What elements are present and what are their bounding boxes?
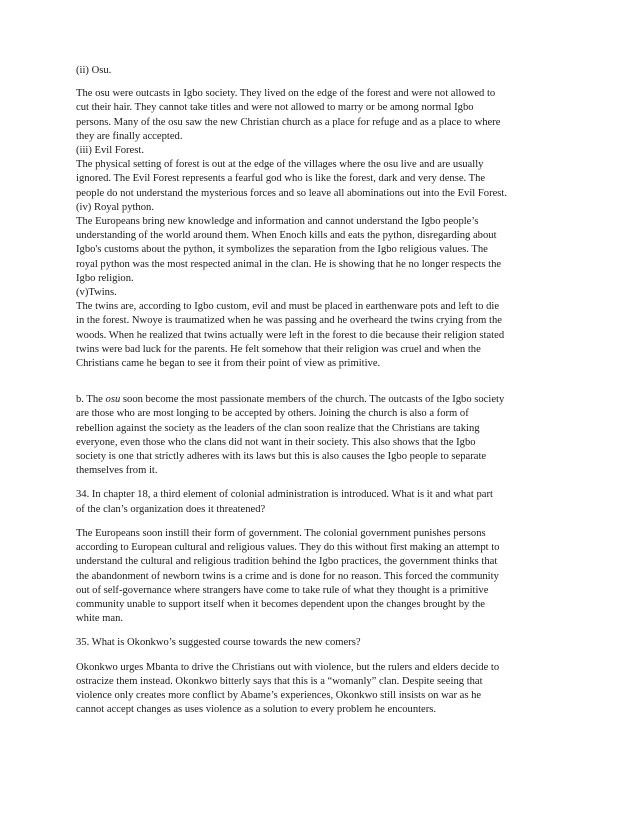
evil-forest-heading: (iii) Evil Forest.	[76, 145, 144, 157]
evil-forest-paragraph: The physical setting of forest is out at the edge of the villages where the osu live and are usually ignored. The Evil Forest represents a fearful god who is like the forest, dark and very dense. The people do not understand the mysterious forces and so leave all abominations out into the Evil Forest.	[76, 159, 508, 199]
answer-35-paragraph: Okonkwo urges Mbanta to drive the Christians out with violence, but the rulers and elders decide to ostracize them instead. Okonkwo bitterly says that this is a “womanly” clan. Despite seeing that violence only creates more conflict by Abame’s experiences, Okonkwo still insists on war as he cannot accept changes as uses violence as a solution to every problem he encounters.	[76, 661, 500, 716]
osu-heading: (ii) Osu.	[76, 65, 112, 76]
answer-34-paragraph: The Europeans soon instill their form of government. The colonial government punishes persons according to European cultural and religious values. They do this without first making an attempt to understand the cultural and religious tradition behind the Igbo practices, the government thinks that the abandonment of newborn twins is a crime and is done for no reason. This forced the community out of self-governance where strangers have come to take rule of what they thought is a primitive community unable to support itself when it becomes dependent upon the changes brought by the white man.	[76, 527, 500, 625]
document-page	[76, 64, 566, 717]
answer-b-prefix: b. The	[76, 394, 106, 406]
osu-paragraph: The osu were outcasts in Igbo society. They lived on the edge of the forest and were not allowed to cut their hair. They cannot take titles and were not allowed to marry or be among normal Igbo persons. Many of the osu saw the new Christian church as a place for refuge and as a place to where they are finally accepted.	[76, 88, 501, 142]
twins-heading: (v)Twins.	[76, 287, 117, 299]
royal-python-paragraph: The Europeans bring new knowledge and information and cannot understand the Igbo people’s understanding of the world around them. When Enoch kills and eats the python, disregarding about Igbo's customs about the python, it symbolizes the separation from the Igbo religious values. The royal python was the most respected animal in the clan. He is showing that he no longer respects the Igbo religion.	[76, 216, 502, 284]
question-34: 34. In chapter 18, a third element of colonial administration is introduced. What is it and what part of the clan’s organization does it threatened?	[76, 489, 493, 515]
question-35: 35. What is Okonkwo’s suggested course towards the new comers?	[76, 637, 361, 649]
answer-b-text: soon become the most passionate members of the church. The outcasts of the Igbo society are those who are most longing to be accepted by others. Joining the church is also a form of rebellion against the society as the leaders of the clan soon realize that the Christians are taking everyone, even those who the clans did not want in their society. This also shows that the Igbo society is one that strictly adheres with its laws but this is also causes the Igbo people to separate themselves from it.	[76, 394, 505, 477]
royal-python-heading: (iv) Royal python.	[76, 201, 154, 213]
answer-b-paragraph	[76, 393, 566, 478]
twins-paragraph: The twins are, according to Igbo custom, evil and must be placed in earthenware pots and left to die in the forest. Nwoye is traumatized when he was passing and he overheard the twins crying from the woods. When he realized that twins actually were left in the forest to die because their religion stated twins were bad luck for the parents. He felt somehow that their religion was cruel and when the Christians came he began to see it from their point of view as primitive.	[76, 301, 505, 370]
answer-b-italic-term: osu	[105, 394, 121, 406]
